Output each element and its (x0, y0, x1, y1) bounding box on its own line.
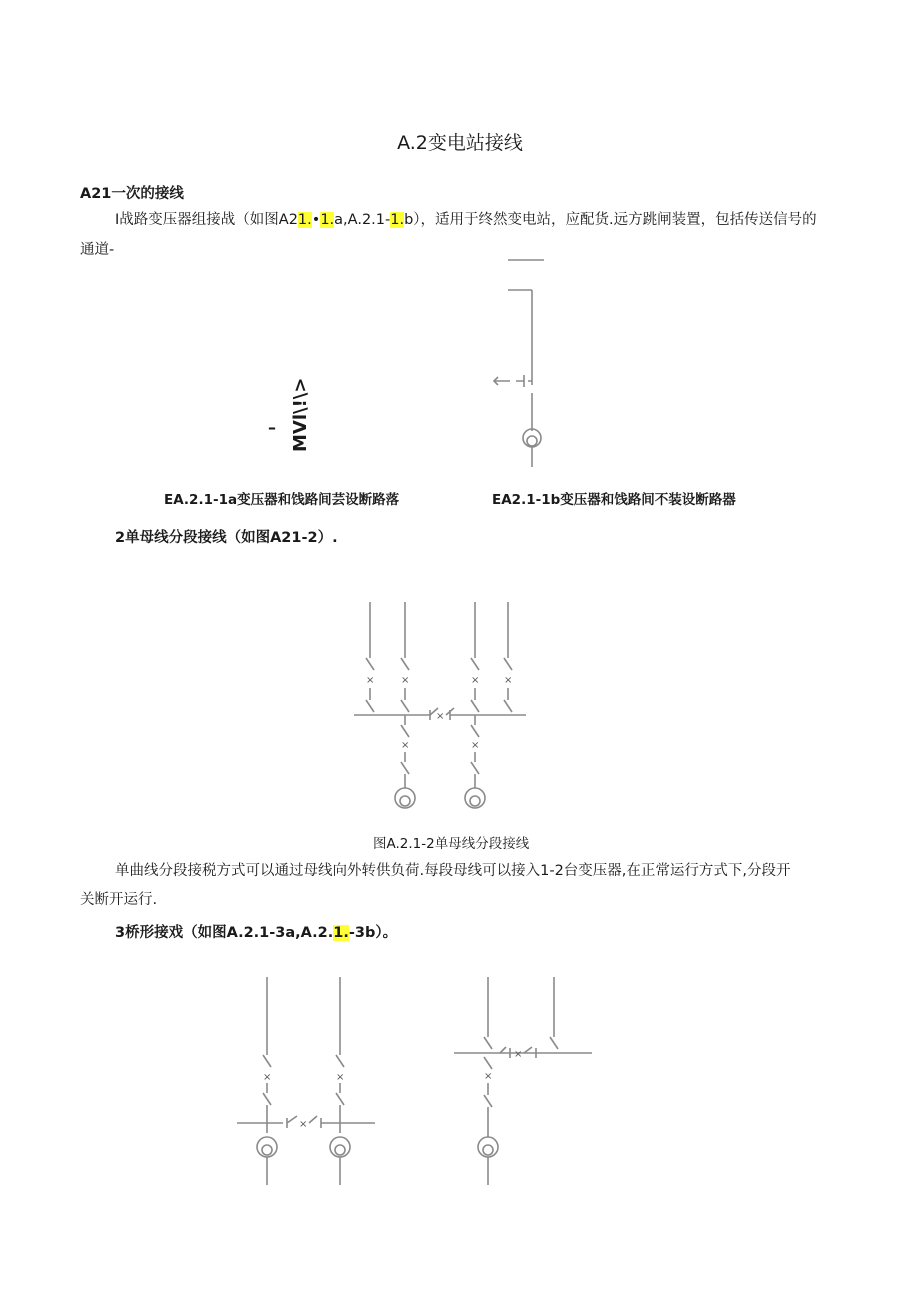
p1-text-b: • (311, 212, 321, 228)
paragraph-3-line-2: 关断开运行. (80, 892, 158, 908)
p1-text-a: I战路变压器组接战（如图A2 (115, 212, 298, 228)
fig2-feeder-2 (401, 602, 409, 712)
svg-text:×: × (299, 1119, 308, 1130)
paragraph-1-line-1 (115, 206, 817, 235)
fig2-feeder-1 (366, 602, 374, 712)
fig3b-diagram (452, 975, 597, 1190)
fig1b-caption: EA2.1-1b变压器和饯路间不装设断路器 (492, 492, 736, 508)
svg-text:×: × (484, 1071, 493, 1082)
p4-text-b: -3b）。 (348, 925, 398, 941)
paragraph-3-line-1: 单曲线分段接税方式可以通过母线向外转供负荷.每段母线可以接入1-2台变压器,在正常运行方式下,分段开 (115, 863, 791, 879)
fig2-transformer-1 (395, 715, 415, 808)
fig1a-caption: EA.2.1-1a变压器和饯路间芸设断路落 (164, 492, 400, 508)
p1-highlight-2: 1. (320, 212, 335, 228)
fig2-diagram (350, 600, 540, 820)
p1-highlight-1: 1. (297, 212, 312, 228)
fig1b-diagram (480, 255, 560, 470)
page-title: A.2变电站接线 (397, 132, 523, 154)
svg-text:×: × (471, 740, 480, 751)
svg-text:×: × (471, 675, 480, 686)
paragraph-1-line-2: 通道- (80, 242, 115, 258)
fig1a-dash: – (268, 418, 276, 437)
section-heading: A21一次的接线 (80, 186, 184, 202)
svg-text:×: × (401, 675, 410, 686)
fig1a-rotated-text: MVl\!\> (290, 377, 311, 452)
p1-text-c: a,A.2.1- (334, 212, 391, 228)
p4-highlight: 1. (333, 925, 349, 941)
fig2-feeder-4 (504, 602, 512, 712)
fig3a-diagram (235, 975, 380, 1190)
paragraph-2: 2单母线分段接线（如图A21-2）. (115, 530, 338, 546)
svg-text:×: × (336, 1072, 345, 1083)
svg-text:×: × (366, 675, 375, 686)
svg-text:×: × (514, 1049, 523, 1060)
svg-text:×: × (401, 740, 410, 751)
p1-highlight-3: 1. (390, 212, 405, 228)
p4-text-a: 3桥形接戏（如图A.2.1-3a,A.2. (115, 925, 334, 941)
fig2-caption: 图A.2.1-2单母线分段接线 (373, 836, 530, 852)
fig2-transformer-2 (465, 715, 485, 808)
fig2-feeder-3 (471, 602, 479, 712)
p1-text-d: b），适用于终然变电站，应配货.远方跳闸装置，包括传送信号的 (404, 212, 817, 228)
svg-text:×: × (263, 1072, 272, 1083)
svg-text:×: × (436, 711, 445, 722)
svg-text:×: × (504, 675, 513, 686)
paragraph-4 (115, 919, 397, 948)
